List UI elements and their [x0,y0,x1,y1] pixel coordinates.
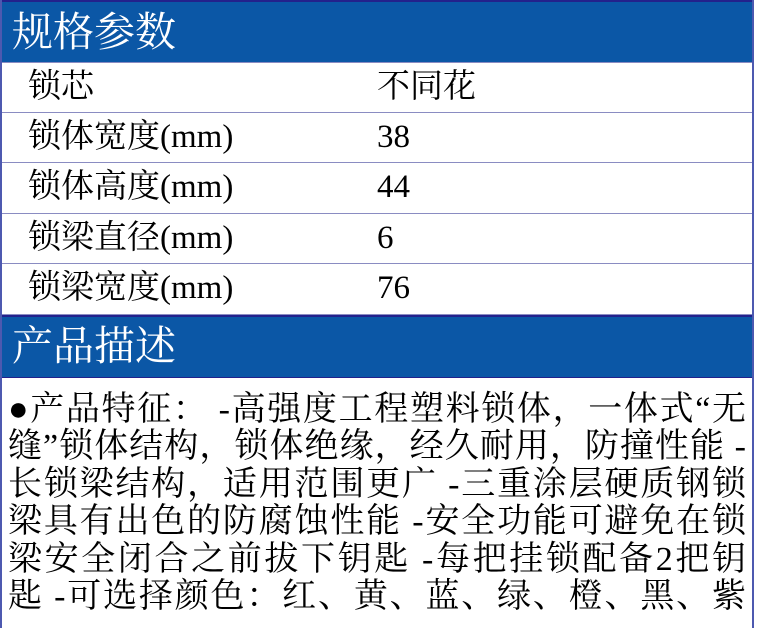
spec-value: 76 [377,270,410,307]
spec-row-shackle-diameter [2,214,752,265]
description-line: ●产品特征： -高强度工程塑料锁体，一体式“无 [8,390,746,428]
spec-label: 锁梁直径(mm) [28,219,234,256]
description-line: 长锁梁结构，适用范围更广 -三重涂层硬质钢锁 [8,465,746,503]
spec-value: 6 [377,219,394,256]
spec-label: 锁体高度(mm) [28,169,234,206]
description-line: 梁安全闭合之前拔下钥匙 -每把挂锁配备2把钥 [8,540,746,578]
spec-row-lock-core [2,62,752,113]
spec-value: 不同花 [377,68,476,105]
spec-label: 锁体宽度(mm) [28,118,234,155]
spec-section-header [2,0,752,62]
spec-label: 锁梁宽度(mm) [28,270,234,307]
spec-section-title: 规格参数 [12,8,176,55]
spec-row-body-height [2,163,752,214]
spec-table [2,62,752,315]
spec-value: 38 [377,118,410,155]
product-description [2,378,752,616]
spec-label: 锁芯 [28,68,94,105]
spec-value: 44 [377,169,410,206]
description-section-title: 产品描述 [12,323,176,369]
description-line: 梁具有出色的防腐蚀性能 -安全功能可避免在锁 [8,503,746,540]
description-section-header [2,315,752,378]
description-line: 缝”锁体结构，锁体绝缘，经久耐用，防撞性能 - [8,428,746,465]
spec-row-body-width [2,113,752,164]
description-line: 匙 -可选择颜色：红、黄、蓝、绿、橙、黑、紫 [8,578,746,615]
spec-row-shackle-width [2,264,752,315]
